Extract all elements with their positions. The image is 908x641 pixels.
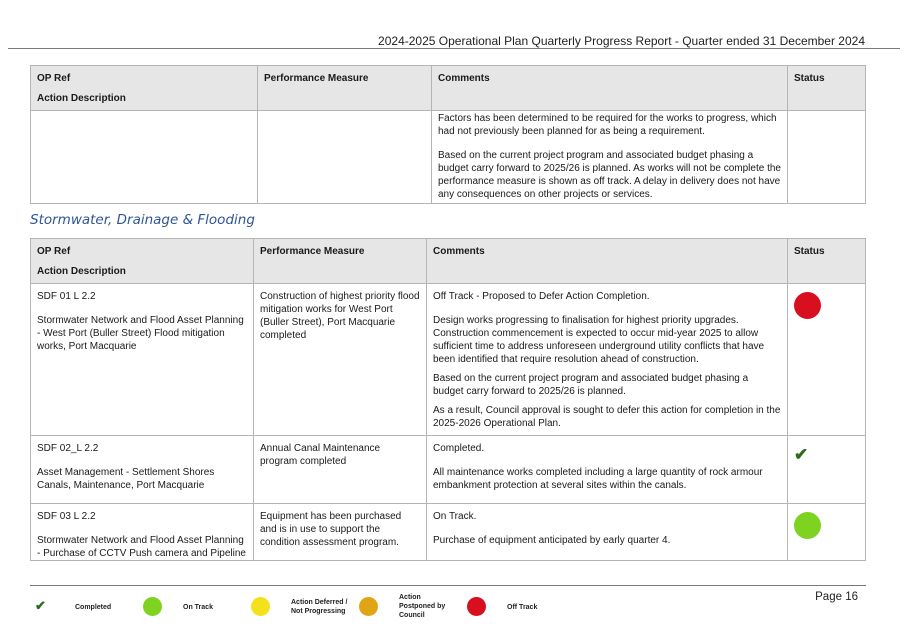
action-description: Asset Management - Settlement Shores Canals, Maintenance, Port Macquarie xyxy=(37,467,215,491)
comment-paragraph: All maintenance works completed including a large quantity of rock armour embankment protection at several sites within the canals. xyxy=(433,467,763,491)
comment-paragraph: As a result, Council approval is sought to defer this action for completion in the 2025-2026 Operational Plan. xyxy=(433,405,781,429)
performance-measure: Equipment has been purchased and is in use to support the condition assessment program. xyxy=(260,511,402,548)
table-row xyxy=(31,284,866,436)
op-ref: SDF 01 L 2.2 xyxy=(37,291,96,302)
op-ref-cell xyxy=(31,111,258,204)
table-row xyxy=(31,111,866,204)
comment-paragraph: Design works progressing to finalisation for highest priority upgrades. Construction commencement is expected to occur mid-year 2025 to allow sufficient time to address unforeseen underground utility conflicts that have been identified that require resolution ahead of construction. xyxy=(433,315,765,365)
comment-paragraph: On Track. xyxy=(433,511,477,522)
comment-paragraph: Based on the current project program and associated budget phasing a budget carry forward to 2025/26 is planned. As works will not be complete the performance measure is shown as off track. A delay in delivery does not have any consequences on other projects or services. xyxy=(438,150,781,200)
legend-on-track-label: On Track xyxy=(183,604,213,611)
on-track-legend-icon xyxy=(143,597,162,616)
footer-rule xyxy=(30,585,866,586)
comment-paragraph: Based on the current project program and associated budget phasing a budget carry forward to 2025/26 is planned. xyxy=(433,373,749,397)
continued-table xyxy=(30,65,866,204)
status-cell xyxy=(788,436,866,504)
page-number: Page 16 xyxy=(815,591,858,603)
check-icon: ✔ xyxy=(794,445,809,464)
comments-cell xyxy=(427,284,788,436)
measure-cell xyxy=(254,284,427,436)
off-track-legend-icon xyxy=(467,597,486,616)
header-comments: Comments xyxy=(427,239,788,284)
performance-measure: Construction of highest priority flood mitigation works for West Port (Buller Street), Port Macquarie completed xyxy=(260,291,420,341)
op-ref: SDF 02_L 2.2 xyxy=(37,443,99,454)
measure-cell xyxy=(254,504,427,561)
legend-postponed-label: Action Postponed by Council xyxy=(399,594,446,619)
postponed-legend-icon xyxy=(359,597,378,616)
header-status: Status xyxy=(788,239,866,284)
table-row xyxy=(31,436,866,504)
performance-measure: Annual Canal Maintenance program completed xyxy=(260,443,381,467)
on-track-status-icon xyxy=(794,512,821,539)
measure-cell xyxy=(258,111,432,204)
status-legend xyxy=(0,590,780,630)
header-comments: Comments xyxy=(432,66,788,111)
comment-paragraph: Purchase of equipment anticipated by early quarter 4. xyxy=(433,535,671,546)
comments-cell xyxy=(432,111,788,204)
section-heading: Stormwater, Drainage & Flooding xyxy=(30,212,255,228)
report-title: 2024-2025 Operational Plan Quarterly Progress Report - Quarter ended 31 December 2024 xyxy=(378,34,865,48)
table-header-row xyxy=(31,239,866,284)
header-op-ref: OP Ref Action Description xyxy=(31,66,258,111)
legend-off-track-label: Off Track xyxy=(507,604,538,611)
op-ref: SDF 03 L 2.2 xyxy=(37,511,96,522)
header-rule xyxy=(8,48,900,49)
comments-cell xyxy=(427,436,788,504)
action-description: Stormwater Network and Flood Asset Planning - West Port (Buller Street) Flood mitigation works, Port Macquarie xyxy=(37,315,244,352)
legend-deferred-label: Action Deferred / Not Progressing xyxy=(291,599,348,615)
table-row xyxy=(31,504,866,561)
header-action-description: Action Description xyxy=(37,266,126,277)
comment-paragraph: Completed. xyxy=(433,443,485,454)
comments-cell xyxy=(427,504,788,561)
check-icon: ✔ xyxy=(35,598,46,613)
action-description: Stormwater Network and Flood Asset Planning - Purchase of CCTV Push camera and Pipeline xyxy=(37,535,246,559)
header-action-description: Action Description xyxy=(37,93,126,104)
status-cell xyxy=(788,111,866,204)
op-ref-cell xyxy=(31,504,254,561)
legend-completed-label: Completed xyxy=(75,604,112,611)
off-track-status-icon xyxy=(794,292,821,319)
measure-cell xyxy=(254,436,427,504)
op-ref-cell xyxy=(31,436,254,504)
comment-paragraph: Off Track - Proposed to Defer Action Completion. xyxy=(433,291,650,302)
status-cell xyxy=(788,504,866,561)
deferred-legend-icon xyxy=(251,597,270,616)
header-op-ref: OP Ref Action Description xyxy=(31,239,254,284)
op-ref-cell xyxy=(31,284,254,436)
comment-paragraph: Factors has been determined to be required for the works to progress, which had not previously been planned for as being a requirement. xyxy=(438,113,777,137)
header-performance-measure: Performance Measure xyxy=(254,239,427,284)
header-performance-measure: Performance Measure xyxy=(258,66,432,111)
stormwater-table xyxy=(30,238,866,561)
status-cell xyxy=(788,284,866,436)
header-status: Status xyxy=(788,66,866,111)
table-header-row xyxy=(31,66,866,111)
